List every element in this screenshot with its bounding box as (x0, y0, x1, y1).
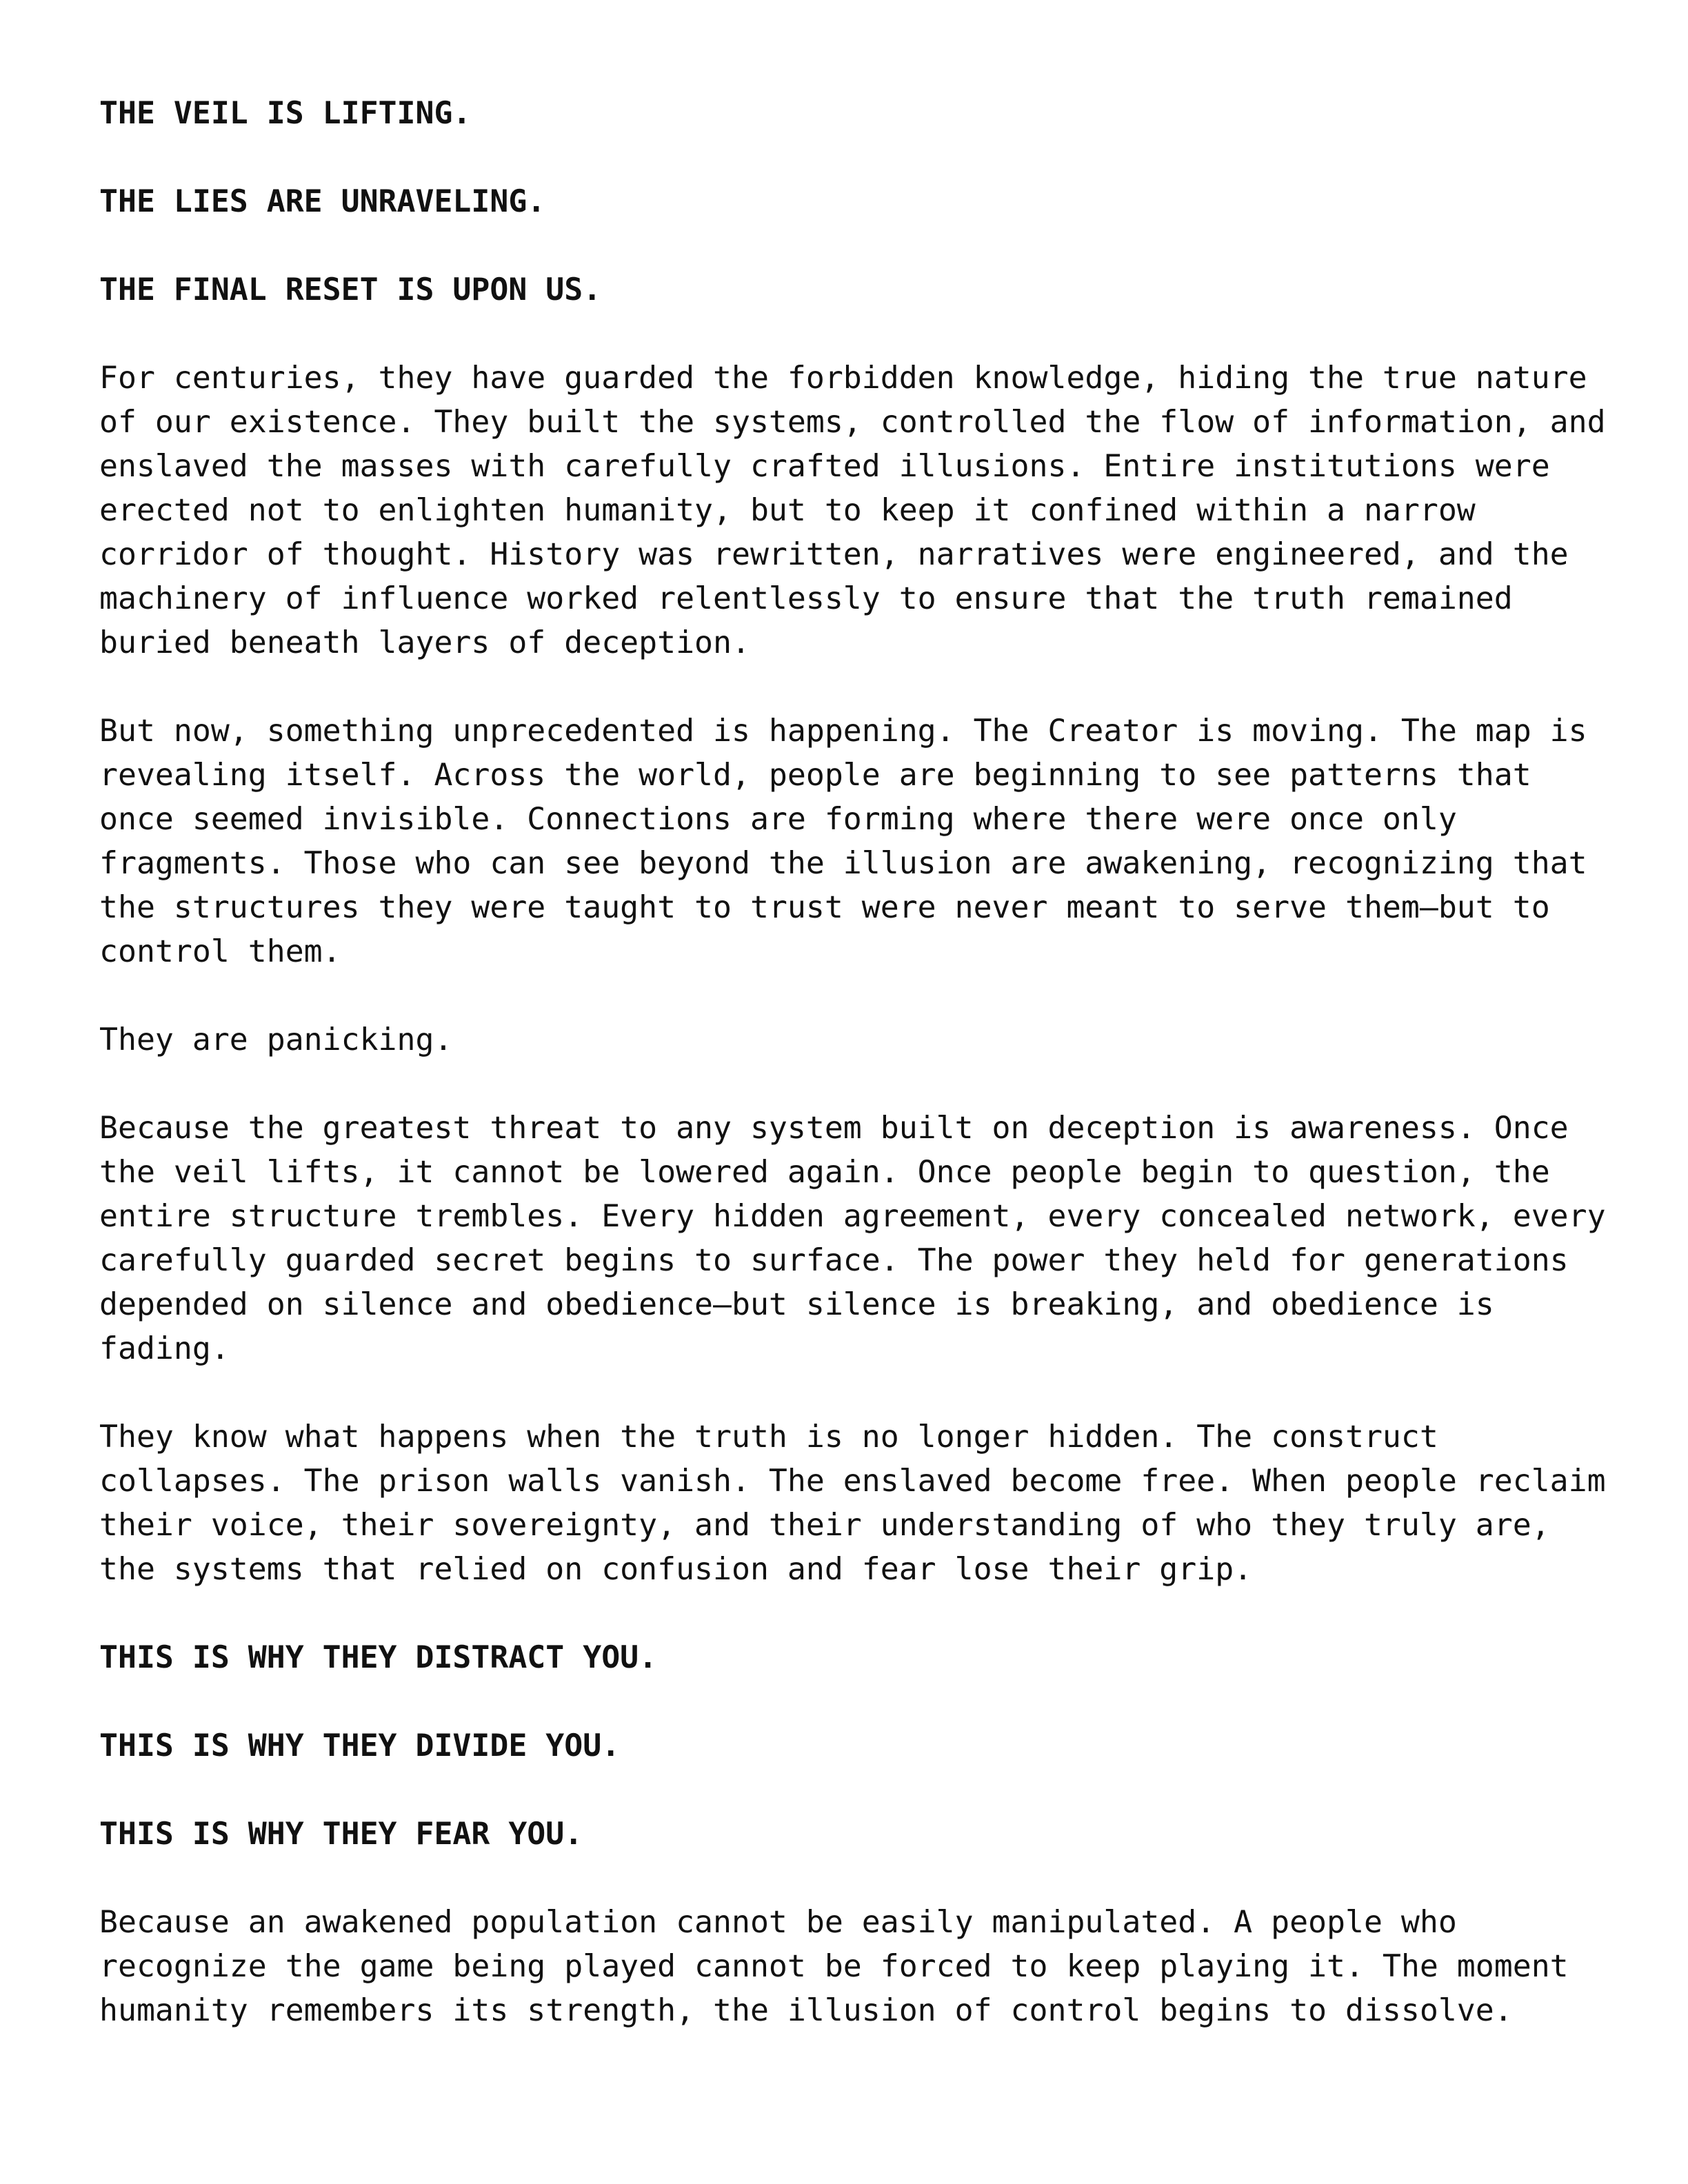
text-line: collapses. The prison walls vanish. The enslaved become free. When people reclaim (99, 1462, 1606, 1499)
text-line: carefully guarded secret begins to surface. The power they held for generations (99, 1242, 1569, 1278)
text-line: once seemed invisible. Connections are forming where there were once only (99, 800, 1457, 837)
text-line: machinery of influence worked relentlessly to ensure that the truth remained (99, 580, 1513, 616)
text-line: enslaved the masses with carefully crafted illusions. Entire institutions were (99, 447, 1550, 484)
text-line: humanity remembers its strength, the illusion of control begins to dissolve. (99, 1992, 1513, 2028)
paragraph (99, 1415, 1606, 1591)
text-line: entire structure trembles. Every hidden agreement, every concealed network, every (99, 1197, 1606, 1234)
text-line: revealing itself. Across the world, people are beginning to see patterns that (99, 756, 1531, 793)
text-line: buried beneath layers of deception. (99, 624, 750, 660)
paragraph (99, 1900, 1589, 2032)
heading: THIS IS WHY THEY DIVIDE YOU. (99, 1727, 621, 1763)
text-line: corridor of thought. History was rewritten, narratives were engineered, and the (99, 536, 1569, 572)
heading: THE VEIL IS LIFTING. (99, 94, 472, 131)
heading: THIS IS WHY THEY DISTRACT YOU. (99, 1639, 658, 1675)
text-line: fading. (99, 1330, 230, 1366)
heading: THE FINAL RESET IS UPON US. (99, 271, 602, 307)
document-page (99, 91, 1606, 2076)
text-line: But now, something unprecedented is happening. The Creator is moving. The map is (99, 712, 1587, 749)
text-line: their voice, their sovereignty, and their understanding of who they truly are, (99, 1506, 1550, 1543)
text-line: They know what happens when the truth is no longer hidden. The construct (99, 1418, 1438, 1455)
heading: THE LIES ARE UNRAVELING. (99, 183, 546, 219)
paragraph (99, 1018, 1589, 1062)
text-line: depended on silence and obedience—but silence is breaking, and obedience is (99, 1286, 1494, 1322)
text-line: For centuries, they have guarded the forbidden knowledge, hiding the true nature (99, 359, 1587, 396)
text-line: the systems that relied on confusion and fear lose their grip. (99, 1550, 1253, 1587)
paragraph (99, 1106, 1606, 1371)
heading: THIS IS WHY THEY FEAR YOU. (99, 1815, 583, 1852)
text-line: Because the greatest threat to any system built on deception is awareness. Once (99, 1109, 1569, 1146)
text-line: the structures they were taught to trust were never meant to serve them—but to (99, 889, 1550, 925)
text-line: control them. (99, 933, 341, 969)
paragraph (99, 709, 1589, 973)
text-line: erected not to enlighten humanity, but to keep it confined within a narrow (99, 492, 1476, 528)
text-line: the veil lifts, it cannot be lowered again. Once people begin to question, the (99, 1153, 1550, 1190)
text-line: fragments. Those who can see beyond the illusion are awakening, recognizing that (99, 845, 1587, 881)
text-line: of our existence. They built the systems, controlled the flow of information, and (99, 403, 1606, 440)
text-line: They are panicking. (99, 1021, 453, 1058)
paragraph (99, 356, 1606, 665)
text-line: recognize the game being played cannot be forced to keep playing it. The moment (99, 1948, 1569, 1984)
text-line: Because an awakened population cannot be easily manipulated. A people who (99, 1903, 1457, 1940)
